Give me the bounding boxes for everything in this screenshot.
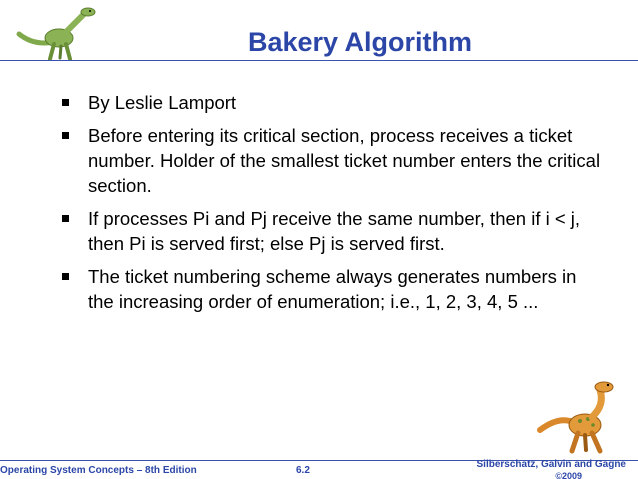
list-item [62,264,602,314]
page-title: Bakery Algorithm [247,27,473,57]
footer-right: Silberschatz, Galvin and Gagne [476,459,626,470]
dinosaur-icon [530,375,630,457]
page-number: 6.2 [296,465,310,476]
bullet-text: The ticket numbering scheme always generates numbers in the increasing order of enumeration; i.e., 1, 2, 3, 4, 5 ... [88,266,577,312]
bullet-text: By Leslie Lamport [88,92,237,113]
bullet-icon [62,99,69,106]
footer-left: Operating System Concepts – 8th Edition [0,465,197,476]
list-item [62,206,602,256]
title-divider [0,60,638,61]
bullet-text: Before entering its critical section, process receives a ticket number. Holder of the smallest ticket number enters the critical section. [88,125,601,196]
list-item [62,90,602,115]
bullet-icon [62,273,69,280]
dinosaur-icon [14,4,114,64]
footer [0,460,638,479]
footer-copyright: ©2009 [555,471,582,479]
bullet-list [62,90,602,322]
bullet-text: If processes Pi and Pj receive the same number, then if i < j, then Pi is served first; else Pj is served first. [88,208,581,254]
bullet-icon [62,215,69,222]
list-item [62,123,602,198]
bullet-icon [62,132,69,139]
